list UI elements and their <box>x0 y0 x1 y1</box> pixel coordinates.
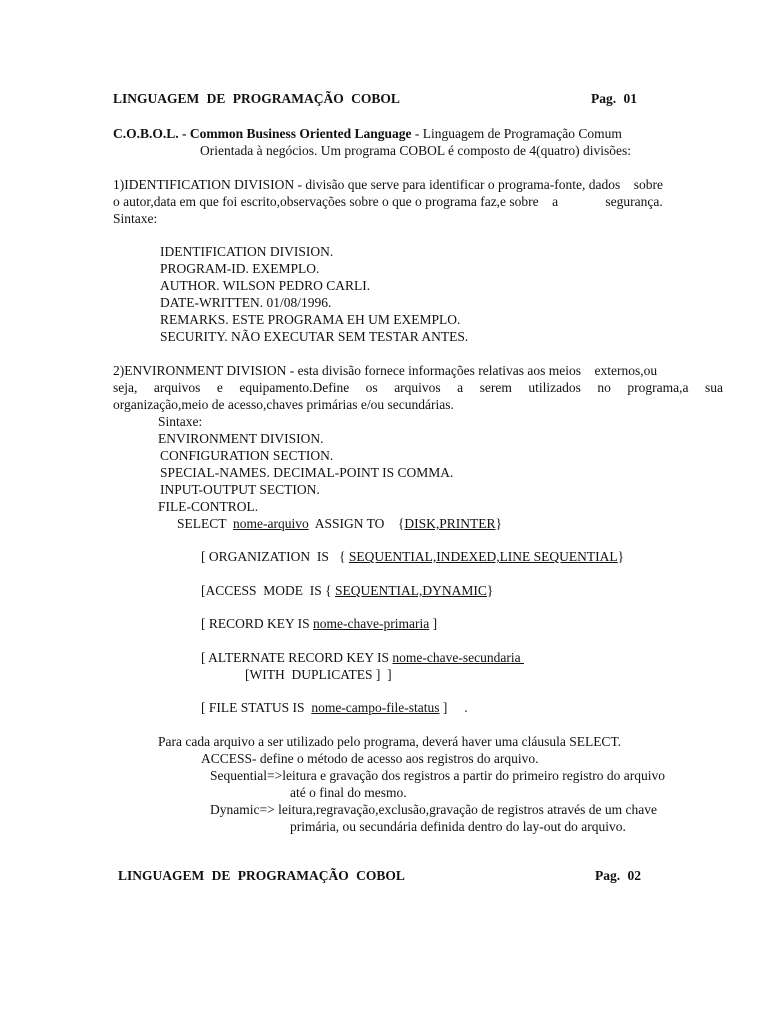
intro-bold-name: Common Business Oriented Language <box>189 126 412 141</box>
select-suffix: } <box>495 516 503 531</box>
file-status-prefix: [ FILE STATUS IS <box>201 700 312 715</box>
record-key-clause <box>201 615 437 632</box>
organization-values: SEQUENTIAL,INDEXED,LINE SEQUENTIAL <box>348 549 618 564</box>
record-key-prefix: [ RECORD KEY IS <box>201 616 314 631</box>
access-suffix: } <box>486 583 494 598</box>
code-line: FILE-CONTROL. <box>158 499 259 514</box>
code-line: IDENTIFICATION DIVISION. <box>160 244 334 259</box>
access-prefix: [ACCESS MODE IS { <box>201 583 335 598</box>
select-devices: DISK,PRINTER <box>404 516 496 531</box>
ident-syntax-label: Sintaxe: <box>113 211 158 226</box>
organization-suffix: } <box>617 549 625 564</box>
select-mid: ASSIGN TO { <box>308 516 405 531</box>
code-line: PROGRAM-ID. EXEMPLO. <box>160 261 320 276</box>
page-header-title: LINGUAGEM DE PROGRAMAÇÃO COBOL <box>118 868 405 883</box>
intro-line <box>113 125 622 142</box>
select-file-name: nome-arquivo <box>233 516 309 531</box>
record-key-suffix: ] <box>429 616 438 631</box>
code-line: INPUT-OUTPUT SECTION. <box>160 482 320 497</box>
code-line: SPECIAL-NAMES. DECIMAL-POINT IS COMMA. <box>160 465 454 480</box>
page-header-title: LINGUAGEM DE PROGRAMAÇÃO COBOL <box>113 91 400 106</box>
alternate-key-duplicates: [WITH DUPLICATES ] ] <box>245 667 392 682</box>
alternate-key-value: nome-chave-secundaria <box>392 650 524 665</box>
ident-paragraph-line-1: 1)IDENTIFICATION DIVISION - divisão que serve para identificar o programa-fonte, dados sobre <box>113 177 663 192</box>
code-line: AUTHOR. WILSON PEDRO CARLI. <box>160 278 371 293</box>
access-values: SEQUENTIAL,DYNAMIC <box>335 583 487 598</box>
code-line: REMARKS. ESTE PROGRAMA EH UM EXEMPLO. <box>160 312 461 327</box>
alternate-key-prefix: [ ALTERNATE RECORD KEY IS <box>201 650 393 665</box>
note-line: até o final do mesmo. <box>290 785 407 800</box>
note-line: Para cada arquivo a ser utilizado pelo programa, deverá haver uma cláusula SELECT. <box>158 734 622 749</box>
note-line: ACCESS- define o método de acesso aos registros do arquivo. <box>201 751 539 766</box>
code-line: SECURITY. NÃO EXECUTAR SEM TESTAR ANTES. <box>160 329 469 344</box>
note-line: primária, ou secundária definida dentro do lay-out do arquivo. <box>290 819 626 834</box>
record-key-value: nome-chave-primaria <box>313 616 430 631</box>
alternate-key-clause <box>201 649 524 666</box>
intro-acronym: C.O.B.O.L. - <box>113 126 190 141</box>
select-clause <box>177 515 502 532</box>
env-paragraph-line-3: organização,meio de acesso,chaves primárias e/ou secundárias. <box>113 397 454 412</box>
intro-rest: - Linguagem de Programação Comum <box>411 126 622 141</box>
code-line: CONFIGURATION SECTION. <box>160 448 334 463</box>
intro-line-2: Orientada à negócios. Um programa COBOL é composto de 4(quatro) divisões: <box>200 143 632 158</box>
code-line: DATE-WRITTEN. 01/08/1996. <box>160 295 332 310</box>
note-line: Dynamic=> leitura,regravação,exclusão,gravação de registros através de um chave <box>210 802 658 817</box>
file-status-value: nome-campo-file-status <box>311 700 440 715</box>
env-paragraph-line-2: seja, arquivos e equipamento.Define os arquivos a serem utilizados no programa,a sua <box>113 380 723 395</box>
file-status-suffix: ] . <box>439 700 468 715</box>
page-number: Pag. 01 <box>591 91 637 106</box>
env-paragraph-line-1: 2)ENVIRONMENT DIVISION - esta divisão fornece informações relativas aos meios externos,ou <box>113 363 658 378</box>
code-line: ENVIRONMENT DIVISION. <box>158 431 324 446</box>
select-prefix: SELECT <box>177 516 234 531</box>
organization-prefix: [ ORGANIZATION IS { <box>201 549 349 564</box>
file-status-clause <box>201 699 468 716</box>
page-number: Pag. 02 <box>595 868 641 883</box>
ident-paragraph-line-2: o autor,data em que foi escrito,observações sobre o que o programa faz,e sobre a segurança. <box>113 194 663 209</box>
note-line: Sequential=>leitura e gravação dos registros a partir do primeiro registro do arquivo <box>210 768 665 783</box>
env-syntax-label: Sintaxe: <box>158 414 203 429</box>
access-clause <box>201 582 493 599</box>
organization-clause <box>201 548 624 565</box>
